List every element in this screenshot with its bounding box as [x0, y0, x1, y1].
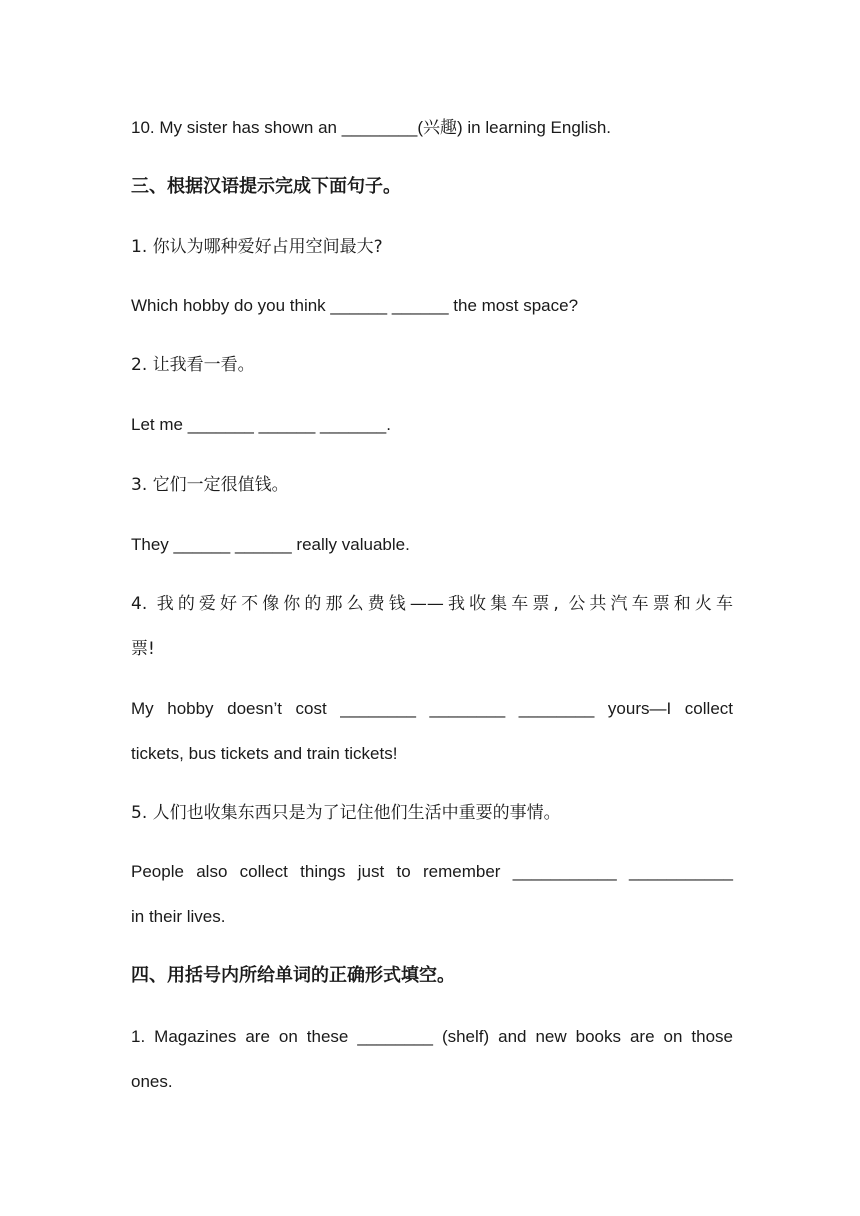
section-3-q3-english: They ______ ______ really valuable. [131, 535, 410, 554]
question-10-english: 10. My sister has shown an ________(兴趣) in learning English. [131, 118, 612, 137]
section-4-q1-line2: ones. [131, 1072, 173, 1091]
section-4-q1-line1: 1. Magazines are on these ________ (shelf) and new books are on those [131, 1027, 733, 1046]
section-3-q4-english-line1: My hobby doesn’t cost ________ ________ ________ yours—I collect [131, 699, 733, 718]
section-3-q2-english: Let me _______ ______ _______. [131, 415, 391, 434]
section-4-heading: 四、用括号内所给单词的正确形式填空。 [131, 965, 455, 986]
section-3-q2-chinese: 2. 让我看一看。 [131, 355, 255, 375]
section-3-q4-chinese-line2: 票! [131, 639, 155, 659]
section-3-q1-english: Which hobby do you think ______ ______ the most space? [131, 296, 579, 315]
section-3-q5-english-line2: in their lives. [131, 907, 226, 926]
worksheet-page [131, 0, 733, 1216]
section-3-q5-chinese: 5. 人们也收集东西只是为了记住他们生活中重要的事情。 [131, 803, 561, 823]
section-3-heading: 三、根据汉语提示完成下面句子。 [131, 176, 401, 197]
section-3-q3-chinese: 3. 它们一定很值钱。 [131, 475, 289, 495]
section-3-q4-english-line2: tickets, bus tickets and train tickets! [131, 744, 398, 763]
section-3-q1-chinese: 1. 你认为哪种爱好占用空间最大? [131, 237, 383, 257]
section-3-q4-chinese-line1: 4. 我的爱好不像你的那么费钱——我收集车票, 公共汽车票和火车 [131, 594, 733, 614]
section-3-q5-english-line1: People also collect things just to remember ___________ ___________ [131, 862, 733, 881]
